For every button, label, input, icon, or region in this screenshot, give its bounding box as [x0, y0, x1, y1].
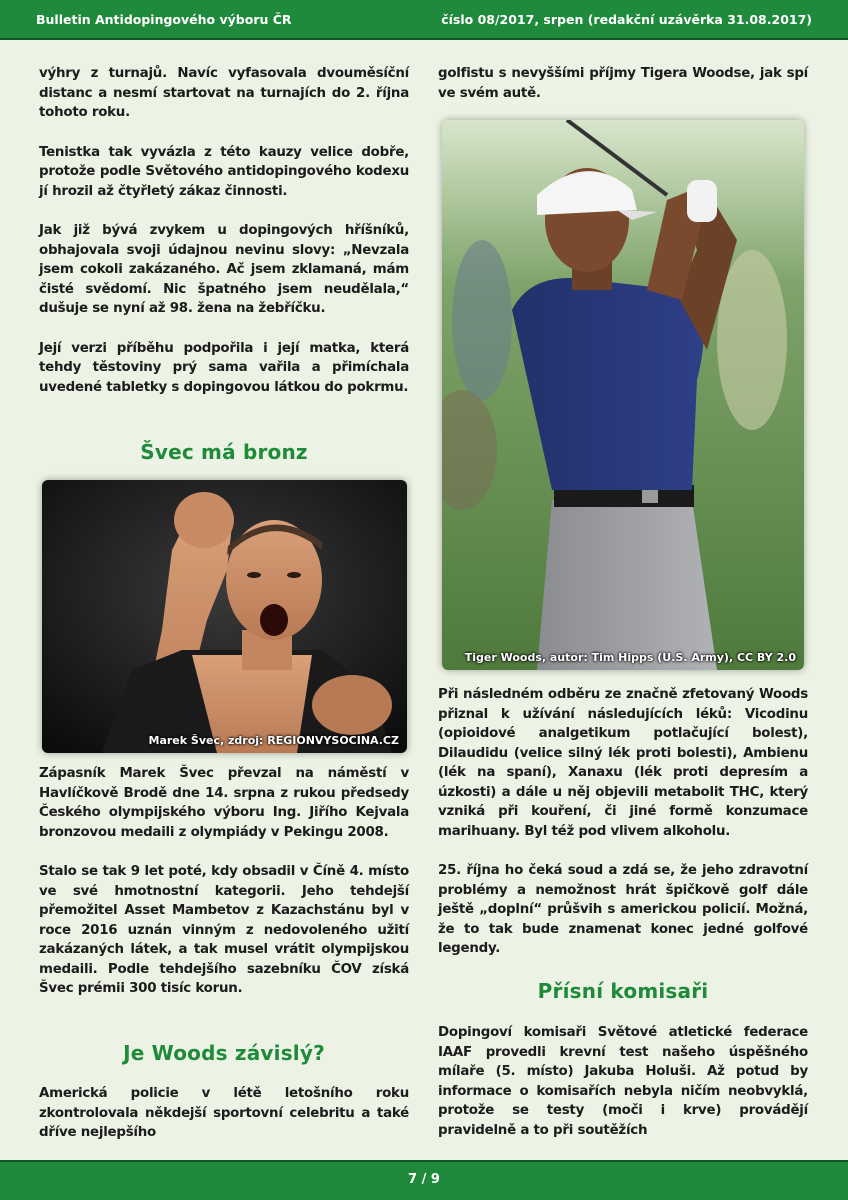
photo-tiger-woods [442, 120, 804, 670]
golfer-illustration [442, 120, 804, 670]
wrestler-illustration [42, 480, 407, 753]
photo-caption: Tiger Woods, autor: Tim Hipps (U.S. Army), CC BY 2.0 [464, 651, 796, 664]
paragraph: Dopingoví komisaři Světové atletické federace IAAF provedli krevní test našeho úspěšného mílaře (5. místo) Jakuba Holuši. Až potud by informace o komisařích nebyla ničím neobvyklá, protože se testy (moči i krve) provádějí pravidelně a to při soutěžích [438, 1025, 808, 1138]
paragraph: výhry z turnajů. Navíc vyfasovala dvouměsíční distanc a nesmí startovat na turnajích do 2. října tohoto roku. [39, 66, 409, 120]
paragraph: Její verzi příběhu podpořila i její matka, která tehdy těstoviny prý sama vařila a přimíchala uvedené tabletky s dopingovou látkou do pokrmu. [39, 340, 409, 395]
photo-caption: Marek Švec, zdroj: REGIONVYSOCINA.CZ [148, 734, 399, 747]
paragraph: Při následném odběru ze značně zfetovaný Woods přiznal k užívání následujících léků: Vicodinu (opioidové analgetikum potlačující bolest), Dilaudidu (velice silný lék proti bolesti), Ambienu (lék na spaní), Xanaxu (lék proti depresím a úzkosti) a dále u něj objevili metabolit THC, který vzniká při kouření, či jiné formě konzumace marihuany. Byl též pod vlivem alkoholu. [438, 687, 808, 839]
section-heading-woods: Je Woods závislý? [123, 1041, 325, 1065]
paragraph: Americká policie v létě letošního roku zkontrolovala někdejší sportovní celebritu a také dříve nejlepšího [39, 1086, 409, 1140]
paragraph: Jak již bývá zvykem u dopingových hříšníků, obhajovala svoji údajnou nevinu slovy: „Nevzala jsem cokoli zakázaného. Ač jsem zklamaná, mám čisté svědomí. Nic špatného jsem neudělala,“ dušuje se nyní až 98. žena na žebříčku. [39, 223, 409, 316]
page-number: 7 / 9 [408, 1172, 440, 1187]
section-heading-komisari: Přísní komisaři [537, 979, 709, 1003]
page-footer [0, 1160, 848, 1200]
left-column-lower [39, 764, 409, 999]
right-column-lower [438, 685, 808, 959]
right-column-bottom [438, 1023, 808, 1140]
paragraph: Tenistka tak vyvázla z této kauzy velice dobře, protože podle Světového antidopingového kodexu jí hrozil až čtyřletý zákaz činnosti. [39, 144, 409, 199]
paragraph: golfistu s nevyššími příjmy Tigera Woodse, jak spí ve svém autě. [438, 66, 808, 101]
bulletin-title: Bulletin Antidopingového výboru ČR [36, 12, 292, 27]
issue-info: číslo 08/2017, srpen (redakční uzávěrka 31.08.2017) [441, 12, 812, 27]
paragraph: Zápasník Marek Švec převzal na náměstí v Havlíčkově Brodě dne 14. srpna z rukou předsedy Českého olympijského výboru Ing. Jiřího Kejvala bronzovou medaili z olympiády v Pekingu 2008. [39, 766, 409, 840]
photo-marek-svec [42, 480, 407, 753]
left-column-bottom [39, 1084, 409, 1143]
section-heading-svec: Švec má bronz [140, 440, 308, 464]
paragraph: Stalo se tak 9 let poté, kdy obsadil v Číně 4. místo ve své hmotnostní kategorii. Jeho tehdejší přemožitel Asset Mambetov z Kazachstánu byl v roce 2016 uznán vinným z nedovoleného užití zakázaných látek, a tak musel vrátit olympijskou medaili. Podle tehdejšího sazebníku ČOV získá Švec prémii 300 tisíc korun. [39, 864, 409, 996]
left-column [39, 64, 409, 397]
paragraph: 25. října ho čeká soud a zdá se, že jeho zdravotní problémy a nemožnost hrát špičkově golf dále ještě „doplní“ průšvih s americkou policií. Možná, že to tak bude znamenat konec jedné golfové legendy. [438, 863, 808, 956]
page-header [0, 0, 848, 40]
right-column [438, 64, 808, 103]
